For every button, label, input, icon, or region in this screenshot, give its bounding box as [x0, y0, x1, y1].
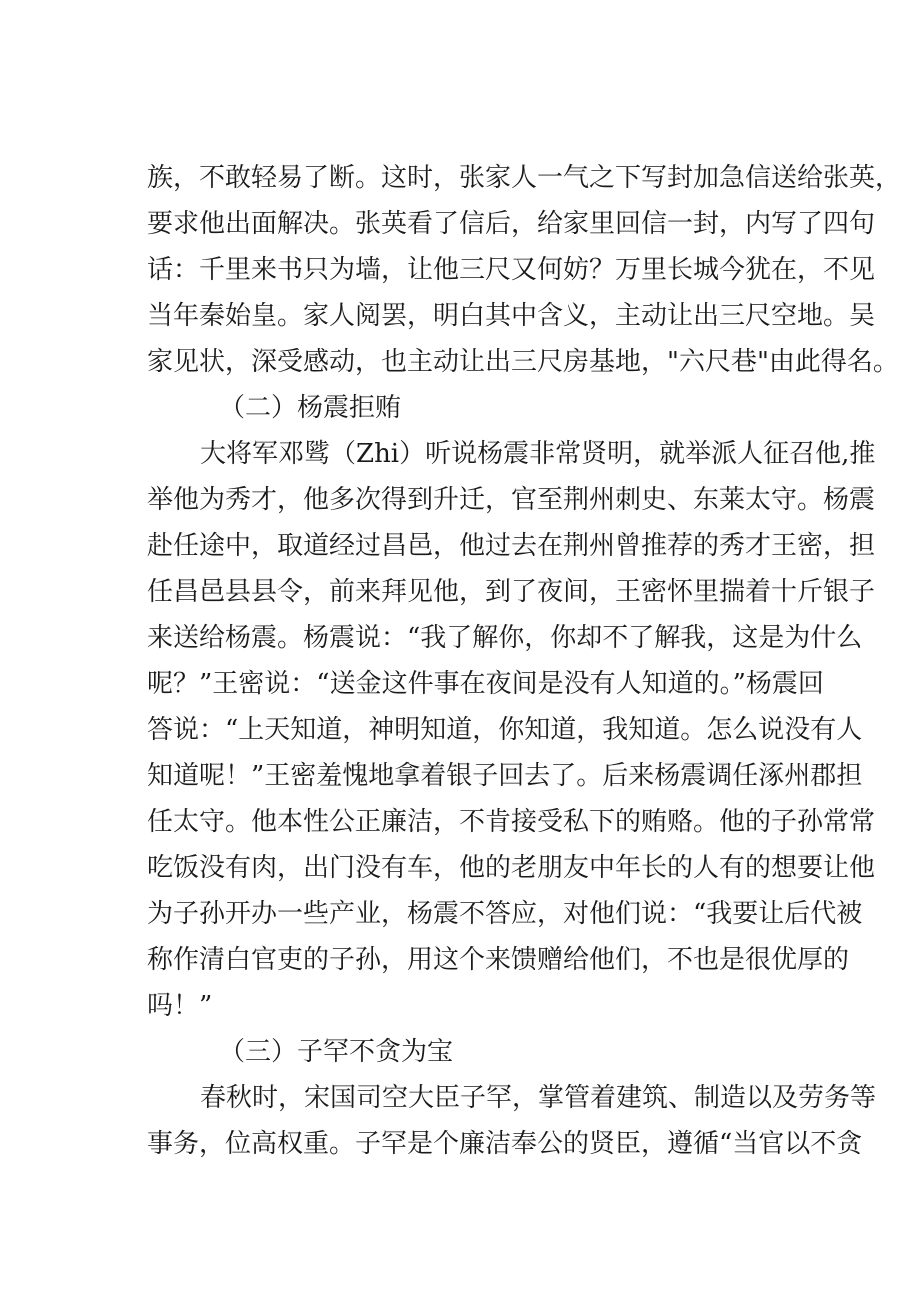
paragraph-line: 事务，位高权重。子罕是个廉洁奉公的贤臣，遵循“当官以不贪: [147, 1129, 863, 1159]
paragraph-line: 答说：“上天知道，神明知道，你知道，我知道。怎么说没有人: [147, 715, 863, 745]
paragraph-line: 话：千里来书只为墙，让他三尺又何妨？万里长城今犹在，不见: [147, 255, 876, 285]
section-heading-zihan: （三）子罕不贪为宝: [219, 1037, 454, 1067]
section-heading-yangzhen: （二）杨震拒贿: [219, 393, 402, 423]
document-body: [147, 155, 902, 1167]
paragraph-line-last: 吗！”: [147, 991, 213, 1021]
paragraph-line: 呢？”王密说：“送金这件事在夜间是没有人知道的。”杨震回: [147, 669, 824, 699]
paragraph-line: 来送给杨震。杨震说：“我了解你，你却不了解我，这是为什么: [147, 623, 863, 653]
paragraph-line: 举他为秀才，他多次得到升迁，官至荆州刺史、东莱太守。杨震: [147, 485, 876, 515]
paragraph-line: 族，不敢轻易了断。这时，张家人一气之下写封加急信送给张英，: [147, 163, 902, 193]
paragraph-line: 为子孙开办一些产业，杨震不答应，对他们说：“我要让后代被: [147, 899, 863, 929]
paragraph-line: 知道呢！”王密羞愧地拿着银子回去了。后来杨震调任涿州郡担: [147, 761, 863, 791]
paragraph-line-first: 春秋时，宋国司空大臣子罕，掌管着建筑、制造以及劳务等: [200, 1083, 877, 1113]
paragraph-line-first: 大将军邓骘（Zhi）听说杨震非常贤明，就举派人征召他,推: [200, 439, 876, 469]
paragraph-line: 任太守。他本性公正廉洁，不肯接受私下的贿赂。他的子孙常常: [147, 807, 876, 837]
paragraph-line: 当年秦始皇。家人阅罢，明白其中含义，主动让出三尺空地。吴: [147, 301, 876, 331]
paragraph-line: 吃饭没有肉，出门没有车，他的老朋友中年长的人有的想要让他: [147, 853, 876, 883]
paragraph-line: 要求他出面解决。张英看了信后，给家里回信一封，内写了四句: [147, 209, 876, 239]
paragraph-line: 任昌邑县县令，前来拜见他，到了夜间，王密怀里揣着十斤银子: [147, 577, 876, 607]
paragraph-line: 称作清白官吏的子孙，用这个来馈赠给他们，不也是很优厚的: [147, 945, 850, 975]
paragraph-line: 家见状，深受感动，也主动让出三尺房基地，"六尺巷"由此得名。: [147, 347, 899, 377]
paragraph-line: 赴任途中，取道经过昌邑，他过去在荆州曾推荐的秀才王密，担: [147, 531, 876, 561]
